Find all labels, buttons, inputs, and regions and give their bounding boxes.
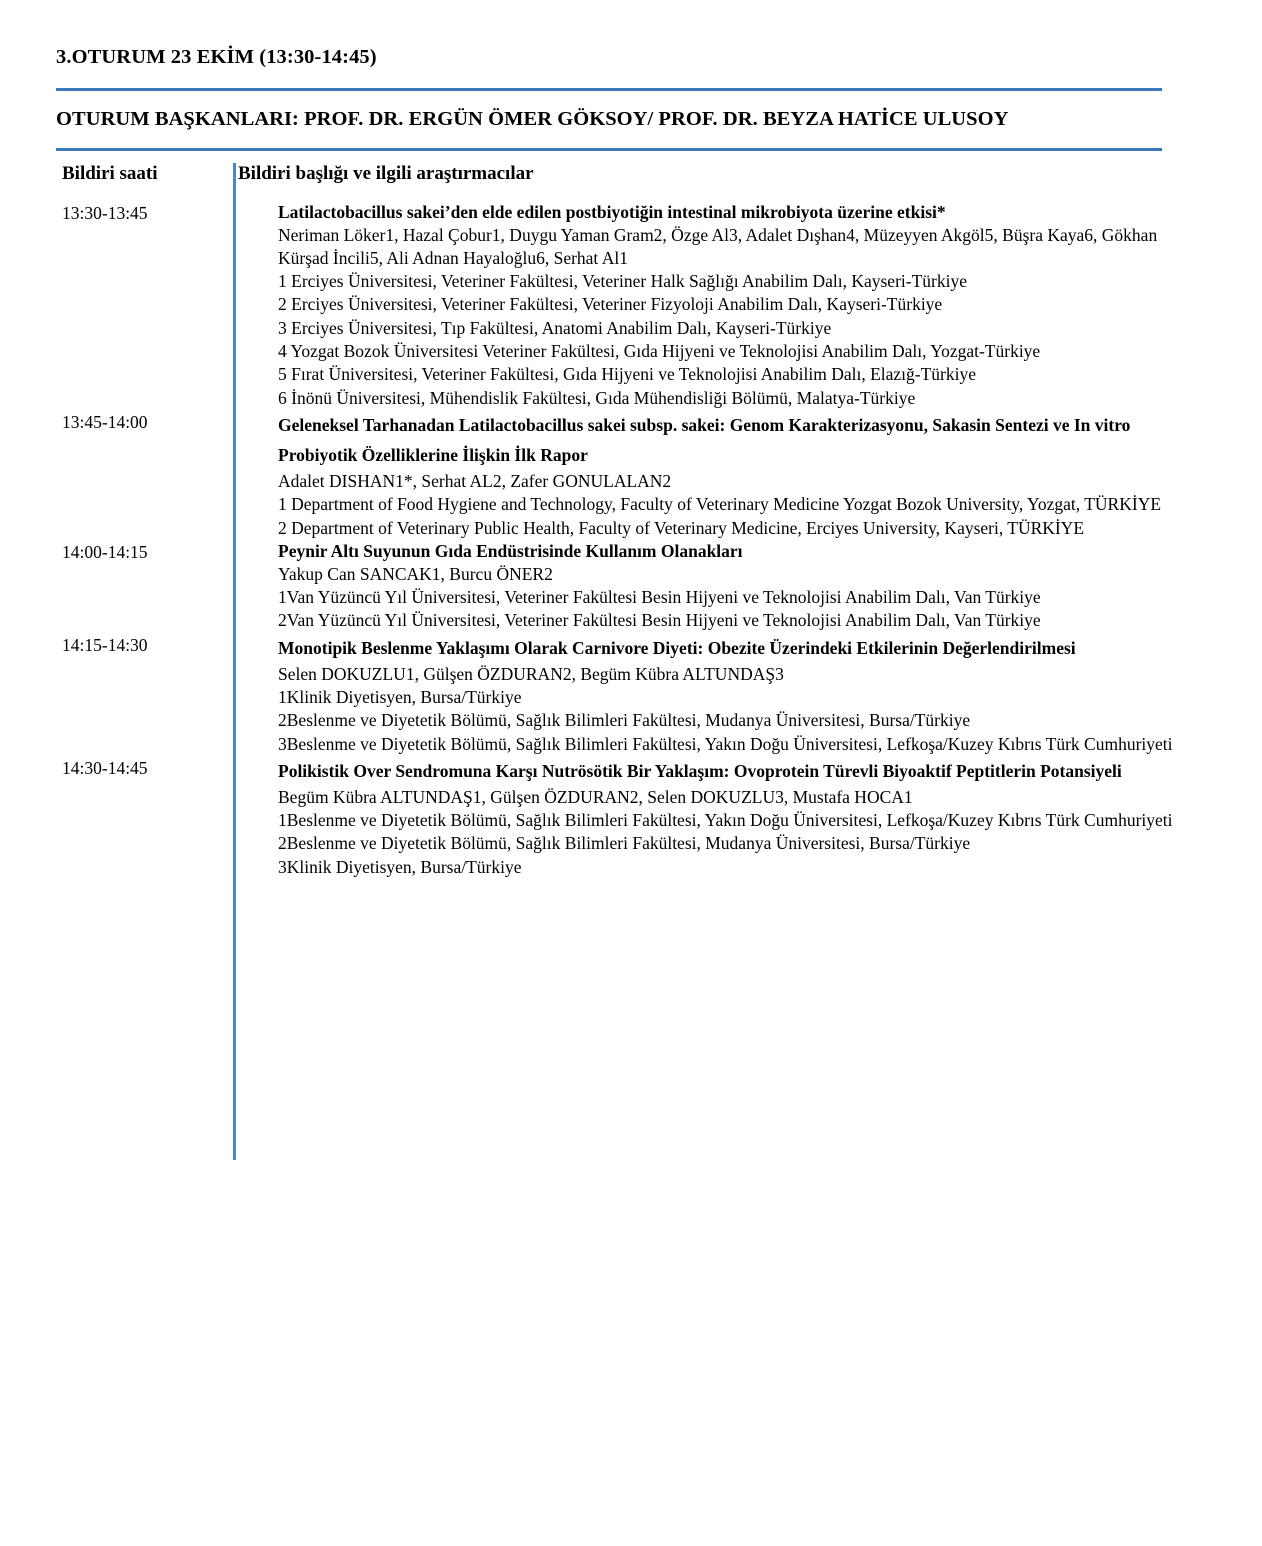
table-header-title: Bildiri başlığı ve ilgili araştırmacılar xyxy=(238,162,534,184)
presentation-cell xyxy=(233,540,1206,633)
presentation-title: Peynir Altı Suyunun Gıda Endüstrisinde Kullanım Olanakları xyxy=(278,540,743,561)
table-body xyxy=(56,201,1206,879)
program-table xyxy=(56,163,1206,879)
presentation-cell xyxy=(233,633,1206,756)
presentation-affiliation: 1Beslenme ve Diyetetik Bölümü, Sağlık Bilimleri Fakültesi, Yakın Doğu Üniversitesi, Lefkoşa/Kuzey Kıbrıs Türk Cumhuriyeti xyxy=(278,810,1173,831)
table-row xyxy=(56,410,1206,540)
presentation-cell xyxy=(233,756,1206,879)
presentation-authors: Yakup Can SANCAK1, Burcu ÖNER2 xyxy=(278,563,553,584)
presentation-affiliation: 2Van Yüzüncü Yıl Üniversitesi, Veteriner Fakültesi Besin Hijyeni ve Teknolojisi Anabilim Dalı, Van Türkiye xyxy=(278,610,1041,631)
presentation-affiliation: 1 Department of Food Hygiene and Technology, Faculty of Veterinary Medicine Yozgat Bozok University, Yozgat, TÜRKİYE xyxy=(278,494,1162,515)
table-header-row xyxy=(56,163,1206,185)
presentation-title: Monotipik Beslenme Yaklaşımı Olarak Carnivore Diyeti: Obezite Üzerindeki Etkilerinin Değerlendirilmesi xyxy=(278,637,1076,658)
presentation-title: Latilactobacillus sakei’den elde edilen postbiyotiğin intestinal mikrobiyota üzerine etkisi* xyxy=(278,201,946,222)
table-row xyxy=(56,540,1206,633)
column-divider xyxy=(233,163,236,1160)
table-row xyxy=(56,633,1206,756)
presentation-affiliation: 2Beslenme ve Diyetetik Bölümü, Sağlık Bilimleri Fakültesi, Mudanya Üniversitesi, Bursa/Türkiye xyxy=(278,833,971,854)
session-time: 14:15-14:30 xyxy=(62,634,148,655)
presentation-affiliation: 3Klinik Diyetisyen, Bursa/Türkiye xyxy=(278,856,522,877)
presentation-authors: Adalet DISHAN1*, Serhat AL2, Zafer GONULALAN2 xyxy=(278,470,672,491)
presentation-affiliation: 3 Erciyes Üniversitesi, Tıp Fakültesi, Anatomi Anabilim Dalı, Kayseri-Türkiye xyxy=(278,317,832,338)
presentation-affiliation: 1Van Yüzüncü Yıl Üniversitesi, Veteriner Fakültesi Besin Hijyeni ve Teknolojisi Anabilim Dalı, Van Türkiye xyxy=(278,587,1041,608)
presentation-affiliation: 4 Yozgat Bozok Üniversitesi Veteriner Fakültesi, Gıda Hijyeni ve Teknolojisi Anabilim Dalı, Yozgat-Türkiye xyxy=(278,340,1041,361)
presentation-affiliation: 6 İnönü Üniversitesi, Mühendislik Fakültesi, Gıda Mühendisliği Bölümü, Malatya-Türkiye xyxy=(278,387,916,408)
presentation-authors: Neriman Löker1, Hazal Çobur1, Duygu Yaman Gram2, Özge Al3, Adalet Dışhan4, Müzeyyen Akgöl5, Büşra Kaya6, Gökhan Kürşad İncili5, Ali Adnan Hayaloğlu6, Serhat Al1 xyxy=(278,224,1158,268)
presentation-affiliation: 2 Department of Veterinary Public Health, Faculty of Veterinary Medicine, Erciyes University, Kayseri, TÜRKİYE xyxy=(278,517,1085,538)
session-chairs: OTURUM BAŞKANLARI: PROF. DR. ERGÜN ÖMER GÖKSOY/ PROF. DR. BEYZA HATİCE ULUSOY xyxy=(56,107,1009,130)
session-time: 13:30-13:45 xyxy=(62,202,148,223)
presentation-cell xyxy=(233,201,1206,410)
session-time: 14:30-14:45 xyxy=(62,757,148,778)
presentation-affiliation: 1Klinik Diyetisyen, Bursa/Türkiye xyxy=(278,687,522,708)
presentation-affiliation: 5 Fırat Üniversitesi, Veteriner Fakültesi, Gıda Hijyeni ve Teknolojisi Anabilim Dalı, Elazığ-Türkiye xyxy=(278,364,976,385)
presentation-authors: Begüm Kübra ALTUNDAŞ1, Gülşen ÖZDURAN2, Selen DOKUZLU3, Mustafa HOCA1 xyxy=(278,786,913,807)
presentation-affiliation: 1 Erciyes Üniversitesi, Veteriner Fakültesi, Veteriner Halk Sağlığı Anabilim Dalı, Kayseri-Türkiye xyxy=(278,271,967,292)
presentation-title: Polikistik Over Sendromuna Karşı Nutrösötik Bir Yaklaşım: Ovoprotein Türevli Biyoaktif Peptitlerin Potansiyeli xyxy=(278,760,1122,781)
heading-divider-bottom xyxy=(56,148,1162,151)
table-row xyxy=(56,756,1206,879)
table-header-time: Bildiri saati xyxy=(62,162,158,184)
table-row xyxy=(56,201,1206,410)
presentation-authors: Selen DOKUZLU1, Gülşen ÖZDURAN2, Begüm Kübra ALTUNDAŞ3 xyxy=(278,663,784,684)
session-time: 13:45-14:00 xyxy=(62,411,148,432)
presentation-affiliation: 2 Erciyes Üniversitesi, Veteriner Fakültesi, Veteriner Fizyoloji Anabilim Dalı, Kayseri-Türkiye xyxy=(278,294,943,315)
session-heading: 3.OTURUM 23 EKİM (13:30-14:45) xyxy=(56,46,377,68)
presentation-cell xyxy=(233,410,1206,540)
presentation-title: Geleneksel Tarhanadan Latilactobacillus sakei subsp. sakei: Genom Karakterizasyonu, Sakasin Sentezi ve In vitro Probiyotik Özelliklerine İlişkin İlk Rapor xyxy=(278,414,1131,465)
presentation-affiliation: 3Beslenme ve Diyetetik Bölümü, Sağlık Bilimleri Fakültesi, Yakın Doğu Üniversitesi, Lefkoşa/Kuzey Kıbrıs Türk Cumhuriyeti xyxy=(278,733,1173,754)
presentation-affiliation: 2Beslenme ve Diyetetik Bölümü, Sağlık Bilimleri Fakültesi, Mudanya Üniversitesi, Bursa/Türkiye xyxy=(278,710,971,731)
session-time: 14:00-14:15 xyxy=(62,541,148,562)
